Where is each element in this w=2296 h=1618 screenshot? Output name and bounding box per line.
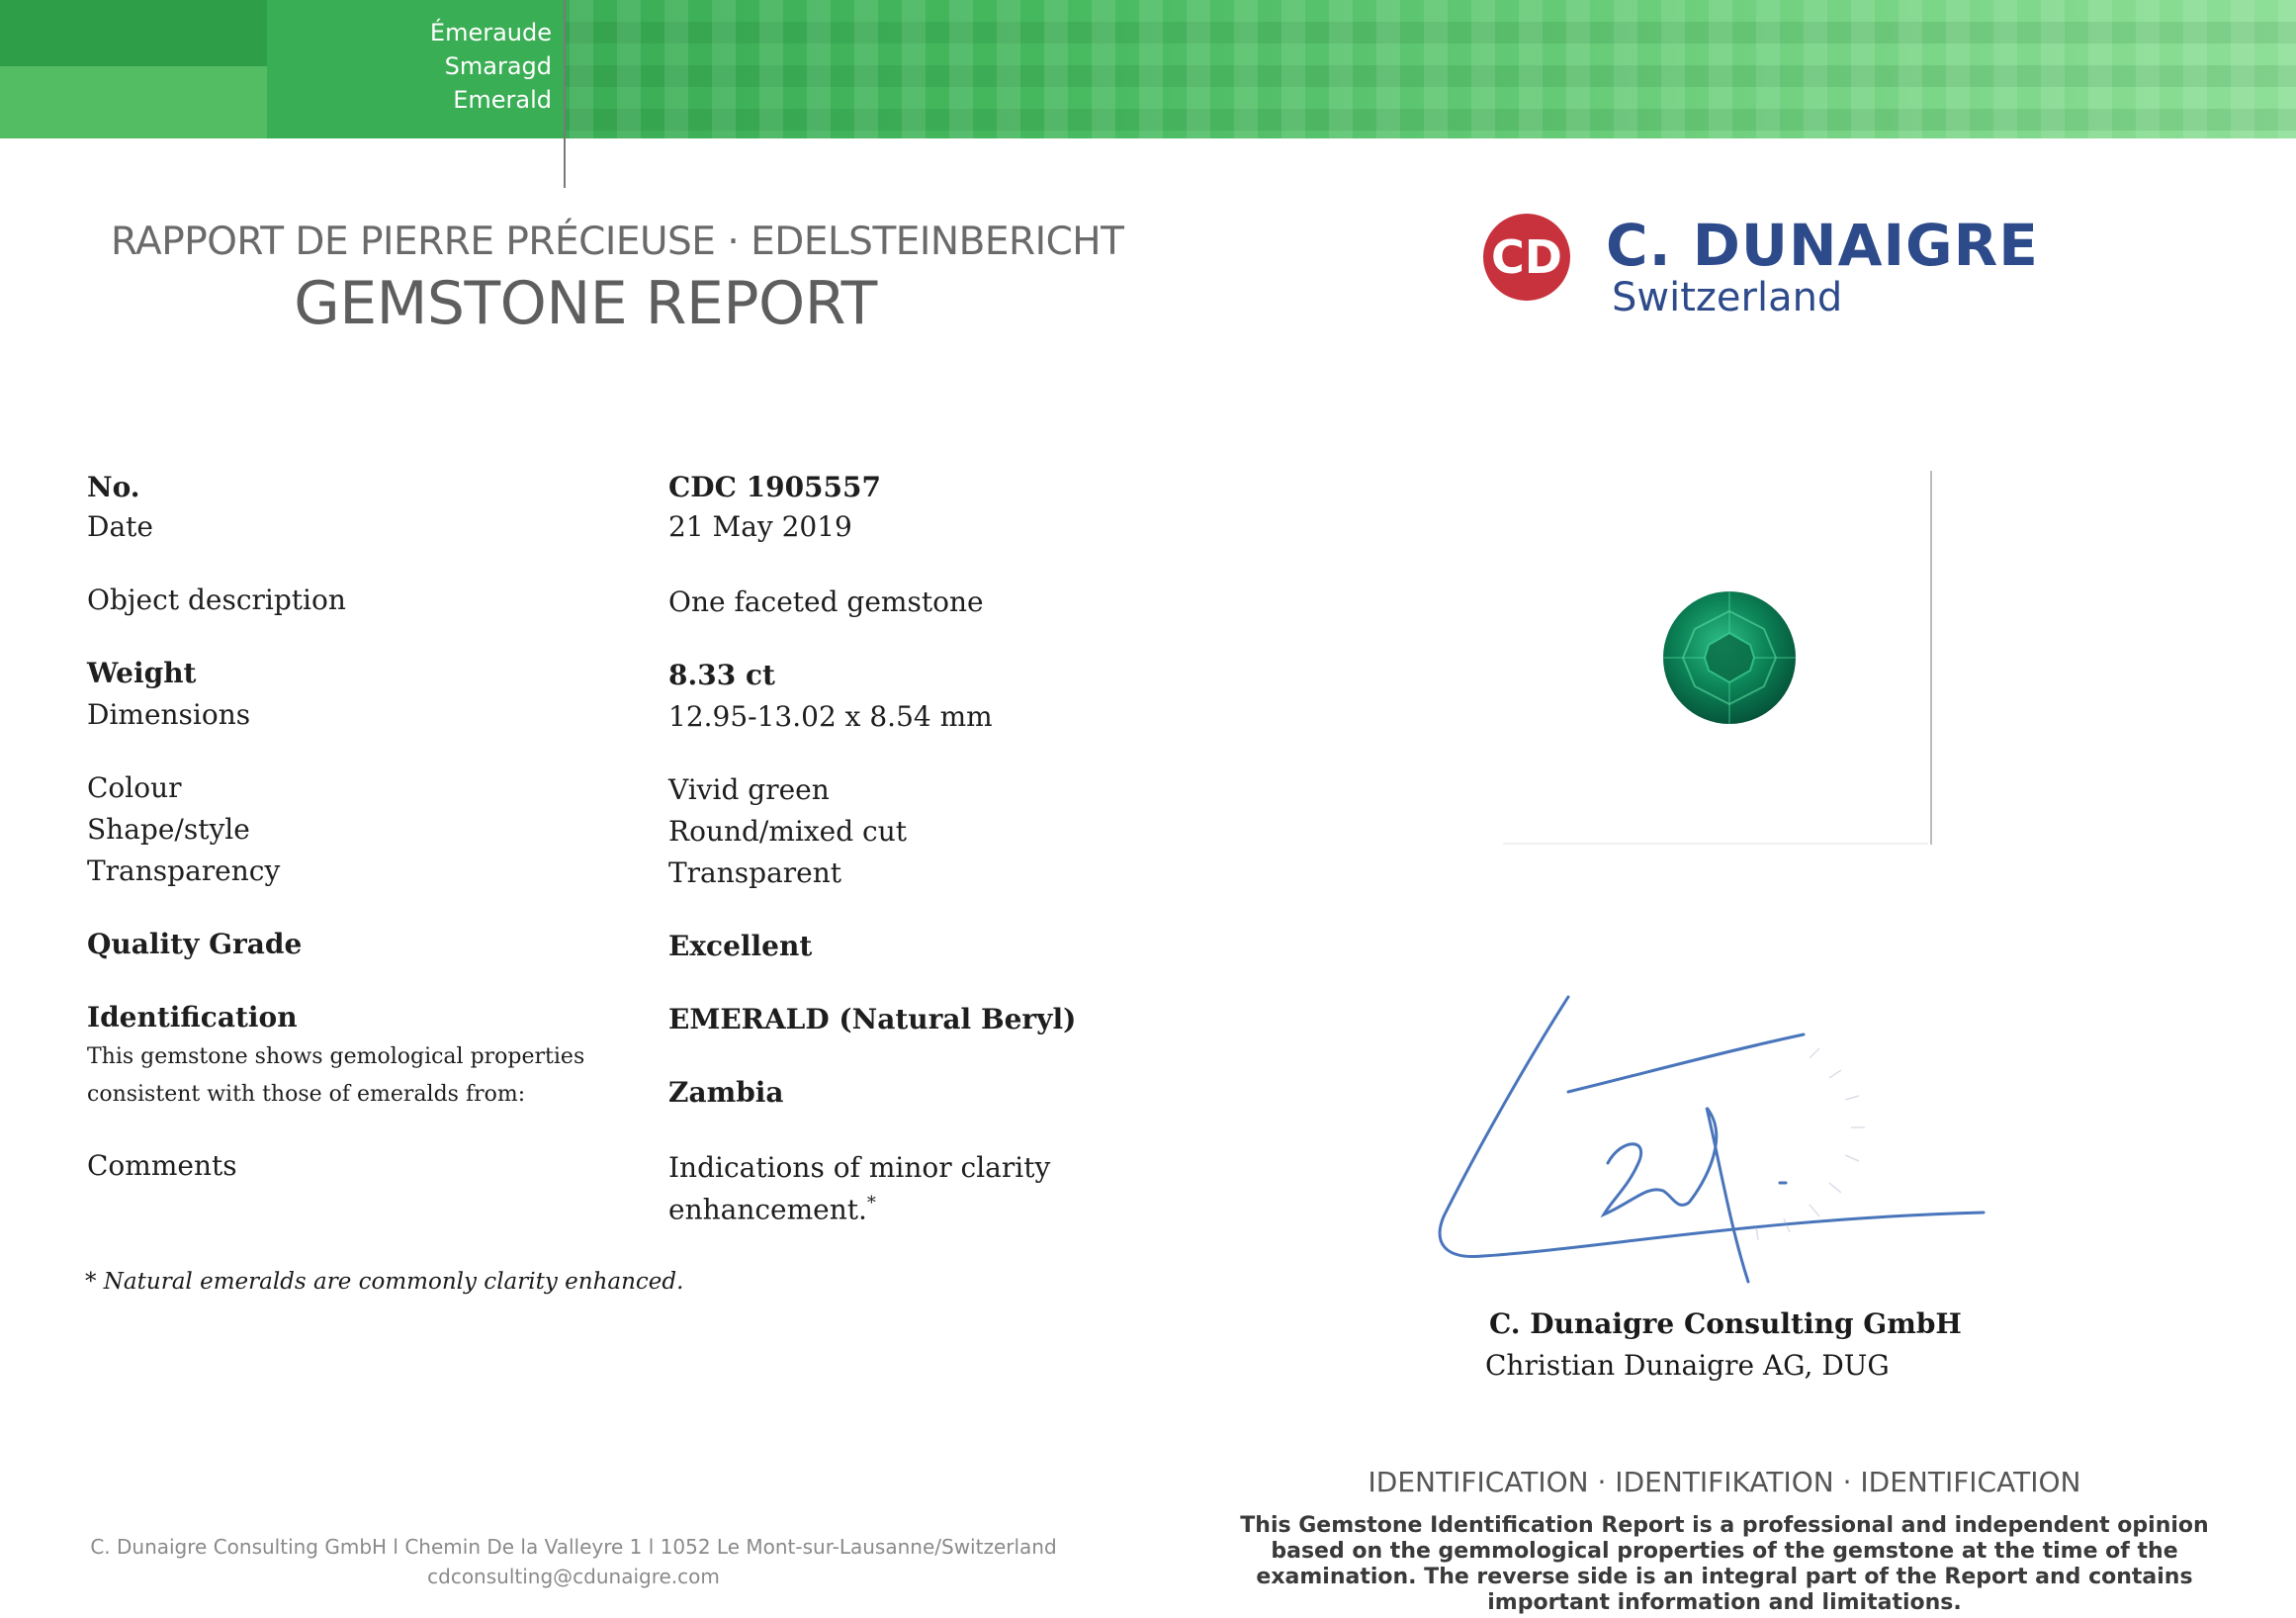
shape-label: Shape/style [87, 813, 250, 846]
report-title: GEMSTONE REPORT [294, 269, 877, 338]
emerald-gem-image [1661, 589, 1798, 726]
transparency-label: Transparency [87, 854, 281, 887]
report-subtitle: RAPPORT DE PIERRE PRÉCIEUSE · EDELSTEINBERICHT [111, 220, 1124, 264]
number-value: CDC 1905557 [668, 471, 881, 503]
header-divider [564, 0, 566, 188]
weight-label: Weight [87, 657, 197, 689]
origin-value: Zambia [668, 1076, 784, 1109]
footnote: * Natural emeralds are commonly clarity enhanced. [85, 1269, 684, 1295]
dimensions-value: 12.95-13.02 x 8.54 mm [668, 700, 993, 733]
gem-name-en: Emerald [453, 86, 552, 114]
comments-label: Comments [87, 1149, 237, 1182]
gem-name-fr: Émeraude [429, 19, 552, 46]
identification-value: EMERALD (Natural Beryl) [668, 1003, 1077, 1035]
weight-value: 8.33 ct [668, 659, 775, 691]
signatory-company: C. Dunaigre Consulting GmbH [1489, 1307, 1962, 1340]
logo-mark-text: CD [1491, 230, 1562, 284]
photo-edge-right [1930, 471, 1932, 845]
comments-value-line2 [668, 1193, 876, 1225]
identification-heading: IDENTIFICATION · IDENTIFIKATION · IDENTIFICATION [1368, 1466, 2081, 1498]
identification-label: Identification [87, 1001, 298, 1034]
logo-name: C. DUNAIGRE [1606, 212, 2039, 279]
comments-asterisk: * [866, 1193, 876, 1214]
number-label: No. [87, 471, 140, 503]
photo-edge-bottom [1503, 843, 1928, 845]
signatory-person: Christian Dunaigre AG, DUG [1485, 1349, 1890, 1382]
shape-value: Round/mixed cut [668, 815, 908, 848]
origin-text-line1: This gemstone shows gemological properties [87, 1044, 585, 1069]
date-value: 21 May 2019 [668, 510, 852, 543]
dimensions-label: Dimensions [87, 698, 251, 731]
comments-value-line1: Indications of minor clarity [668, 1151, 1051, 1184]
colour-label: Colour [87, 771, 182, 804]
object-value: One faceted gemstone [668, 585, 984, 618]
gem-name-de: Smaragd [444, 52, 552, 80]
quality-value: Excellent [668, 930, 813, 962]
object-label: Object description [87, 584, 346, 616]
cd-logo-icon [1481, 212, 1572, 303]
colour-value: Vivid green [668, 773, 830, 806]
company-address: C. Dunaigre Consulting GmbH l Chemin De la Valleyre 1 l 1052 Le Mont-sur-Lausanne/Switzerland [90, 1535, 1057, 1559]
origin-text-line2: consistent with those of emeralds from: [87, 1082, 526, 1107]
comments-value-text: enhancement. [668, 1193, 867, 1226]
logo-country: Switzerland [1612, 275, 1843, 320]
gem-names [430, 16, 552, 117]
date-label: Date [87, 510, 153, 543]
transparency-value: Transparent [668, 856, 842, 889]
company-email: cdconsulting@cdunaigre.com [427, 1565, 720, 1588]
identification-disclaimer: This Gemstone Identification Report is a professional and independent opinion based on the gemmological properties of the gemstone at the time of the examination. The reverse side is an integral part of the Report and contains important information and limitations. [1240, 1513, 2209, 1615]
signature [1404, 989, 1997, 1315]
quality-label: Quality Grade [87, 928, 303, 960]
